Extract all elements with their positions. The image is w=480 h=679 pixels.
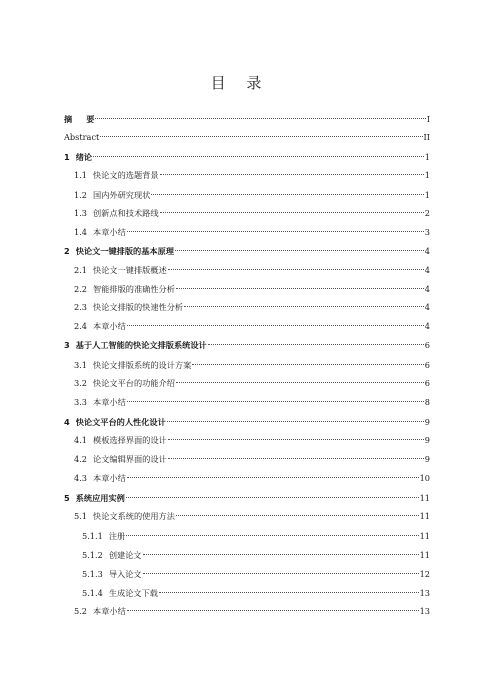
toc-page-number: 13 (419, 606, 430, 616)
toc-entry-label (74, 300, 183, 314)
toc-entry-text: 快论文一键排版的基本原理 (75, 246, 174, 256)
toc-entry-text: 快论文平台的功能介绍 (93, 378, 175, 388)
toc-entry-label (82, 567, 142, 581)
toc-entry-text: 生成论文下载 (108, 588, 158, 598)
toc-entry-text: 快论文一键排版概述 (93, 265, 167, 275)
toc-entry-text: Abstract (64, 132, 100, 142)
toc-page-number: 13 (419, 588, 430, 598)
toc-entry-label (64, 150, 92, 164)
dot-leader (184, 306, 424, 307)
toc-entry-label (74, 471, 126, 485)
toc-entry[interactable] (64, 130, 430, 144)
toc-entry-label (74, 188, 150, 202)
dot-leader (175, 250, 424, 251)
toc-entry-text: 本章小结 (93, 227, 126, 237)
toc-page-number: 6 (424, 378, 430, 388)
toc-entry[interactable] (64, 604, 430, 618)
toc-entry-label (64, 112, 94, 126)
toc-entry[interactable] (64, 150, 430, 164)
toc-entry-label (82, 548, 142, 562)
toc-entry-text: 导入论文 (108, 569, 142, 579)
toc-entry-text: 本章小结 (93, 397, 126, 407)
toc-page-number: I (426, 114, 430, 124)
toc-entry[interactable] (64, 586, 430, 600)
dot-leader (95, 118, 425, 119)
toc-page-number: 4 (424, 321, 430, 331)
toc-entry[interactable] (64, 112, 430, 126)
toc-page-number: 1 (424, 190, 430, 200)
toc-page-number: 1 (424, 170, 430, 180)
toc-page-number: II (423, 132, 430, 142)
toc-entry-number: 5.2 (74, 606, 88, 616)
toc-entry-label (74, 263, 167, 277)
toc-entry[interactable] (64, 395, 430, 409)
dot-leader (159, 592, 419, 593)
toc-page-number: 9 (424, 417, 430, 427)
dot-leader (168, 439, 424, 440)
toc-entry[interactable] (64, 491, 430, 505)
toc-entry-text: 快论文平台的人性化设计 (75, 417, 166, 427)
toc-entry-label (64, 415, 166, 429)
toc-entry[interactable] (64, 529, 430, 543)
dot-leader (176, 515, 419, 516)
toc-entry[interactable] (64, 188, 430, 202)
toc-entry-number: 2.2 (74, 284, 88, 294)
toc-page-number: 9 (424, 435, 430, 445)
toc-entry-text: 创建论文 (108, 550, 142, 560)
toc-entry-number: 1.4 (74, 227, 88, 237)
toc-page-number: 11 (419, 531, 430, 541)
toc-entry-text: 注册 (108, 531, 126, 541)
dot-leader (143, 573, 419, 574)
dot-leader (208, 344, 424, 345)
toc-entry-number: 5.1.4 (82, 588, 103, 598)
dot-leader (167, 421, 424, 422)
toc-entry-label (74, 395, 126, 409)
toc-page-number: 2 (424, 208, 430, 218)
toc-entry-text: 本章小结 (93, 473, 126, 483)
toc-entry-number: 3 (64, 340, 70, 350)
dot-leader (160, 212, 424, 213)
toc-entry-text: 快论文系统的使用方法 (93, 511, 175, 521)
toc-entry-number: 5 (64, 493, 70, 503)
toc-entry[interactable] (64, 548, 430, 562)
toc-page-number: 6 (424, 360, 430, 370)
dot-leader (192, 364, 423, 365)
dot-leader (176, 288, 424, 289)
toc-entry[interactable] (64, 225, 430, 239)
toc-entry[interactable] (64, 376, 430, 390)
toc-entry[interactable] (64, 415, 430, 429)
dot-leader (127, 231, 424, 232)
toc-entry-label (64, 130, 99, 144)
dot-leader (160, 174, 424, 175)
toc-entry-text: 系统应用实例 (75, 493, 125, 503)
toc-entry-number: 4.2 (74, 454, 88, 464)
toc-entry-label (74, 168, 159, 182)
toc-page-number: 4 (424, 246, 430, 256)
dot-leader (127, 401, 424, 402)
dot-leader (168, 458, 424, 459)
toc-entry-text: 本章小结 (93, 321, 126, 331)
toc-entry[interactable] (64, 358, 430, 372)
toc-entry-label (74, 452, 167, 466)
dot-leader (176, 382, 424, 383)
toc-entry[interactable] (64, 471, 430, 485)
toc-entry-text: 国内外研究现状 (93, 190, 151, 200)
toc-entry-text: 基于人工智能的快论文排版系统设计 (75, 340, 207, 350)
toc-entry-label (82, 529, 125, 543)
toc-entry[interactable] (64, 282, 430, 296)
dot-leader (127, 325, 424, 326)
toc-entry-text: 智能排版的准确性分析 (93, 284, 175, 294)
toc-entry-text: 本章小结 (93, 606, 126, 616)
toc-page-number: 4 (424, 284, 430, 294)
toc-entry-number: 2 (64, 246, 70, 256)
toc-entry-text: 快论文排版系统的设计方案 (93, 360, 192, 370)
dot-leader (151, 194, 423, 195)
toc-entry-number: 4.1 (74, 435, 88, 445)
toc-entry-text: 要 (86, 114, 95, 124)
toc-page-number: 11 (419, 511, 430, 521)
dot-leader (127, 477, 419, 478)
toc-page-number: 11 (419, 550, 430, 560)
dot-leader (93, 156, 424, 157)
toc-entry-number: 5.1.3 (82, 569, 103, 579)
toc-page-number: 8 (424, 397, 430, 407)
toc-entry-label (74, 358, 191, 372)
toc-entry-number: 4 (64, 417, 70, 427)
toc-entry-label (74, 509, 175, 523)
toc-entry-number: 3.1 (74, 360, 88, 370)
toc-entry-text: 创新点和技术路线 (93, 208, 159, 218)
toc-entry-text: 绪论 (75, 152, 93, 162)
toc-entry-number: 5.1.1 (82, 531, 103, 541)
toc-entry-number: 3.3 (74, 397, 88, 407)
toc-entry-label (74, 433, 167, 447)
toc-entry-number: 4.3 (74, 473, 88, 483)
toc-entry-text: 快论文排版的快速性分析 (93, 302, 184, 312)
toc-title: 目 录 (210, 74, 270, 92)
dot-leader (143, 554, 419, 555)
dot-leader (127, 610, 419, 611)
toc-entry-label (64, 244, 174, 258)
toc-entry-label (74, 206, 159, 220)
dot-leader (126, 497, 419, 498)
toc-entry[interactable] (64, 263, 430, 277)
toc-page-number: 4 (424, 302, 430, 312)
toc-entry-number: 2.4 (74, 321, 88, 331)
toc-entry[interactable] (64, 244, 430, 258)
toc-entry[interactable] (64, 300, 430, 314)
toc-entry-number: 1 (64, 152, 70, 162)
toc-entry-number: 5.1.2 (82, 550, 103, 560)
toc-entry-label (82, 586, 158, 600)
toc-entry[interactable] (64, 338, 430, 352)
toc-entry-text: 快论文的选题背景 (93, 170, 159, 180)
toc-entry[interactable] (64, 206, 430, 220)
toc-page-number: 4 (424, 265, 430, 275)
toc-entry-number: 5.1 (74, 511, 88, 521)
toc-entry[interactable] (64, 567, 430, 581)
toc-entry-number: 2.1 (74, 265, 88, 275)
toc-entry[interactable] (64, 509, 430, 523)
toc-page-number: 3 (424, 227, 430, 237)
toc-entry[interactable] (64, 168, 430, 182)
toc-entry-number: 摘 (64, 114, 73, 124)
toc-entry[interactable] (64, 433, 430, 447)
toc-entry-label (64, 338, 207, 352)
dot-leader (126, 535, 418, 536)
toc-entry-label (74, 282, 175, 296)
toc-entry-text: 模板选择界面的设计 (93, 435, 167, 445)
toc-entry-label (64, 491, 125, 505)
dot-leader (100, 136, 422, 137)
toc-entry-number: 3.2 (74, 378, 88, 388)
toc-page-number: 10 (419, 473, 430, 483)
toc-entry[interactable] (64, 452, 430, 466)
toc-entry-label (74, 225, 126, 239)
toc-entry-number: 1.2 (74, 190, 88, 200)
toc-page-number: 9 (424, 454, 430, 464)
toc-page-number: 6 (424, 340, 430, 350)
toc-entry-label (74, 319, 126, 333)
toc-entry-number: 1.1 (74, 170, 88, 180)
toc-entry-number: 2.3 (74, 302, 88, 312)
toc-page-number: 1 (424, 152, 430, 162)
toc-page-number: 11 (419, 493, 430, 503)
dot-leader (168, 269, 424, 270)
toc-entry-label (74, 604, 126, 618)
toc-entry-number: 1.3 (74, 208, 88, 218)
toc-page-number: 12 (419, 569, 430, 579)
toc-entry-label (74, 376, 175, 390)
toc-entry[interactable] (64, 319, 430, 333)
toc-entry-text: 论文编辑界面的设计 (93, 454, 167, 464)
